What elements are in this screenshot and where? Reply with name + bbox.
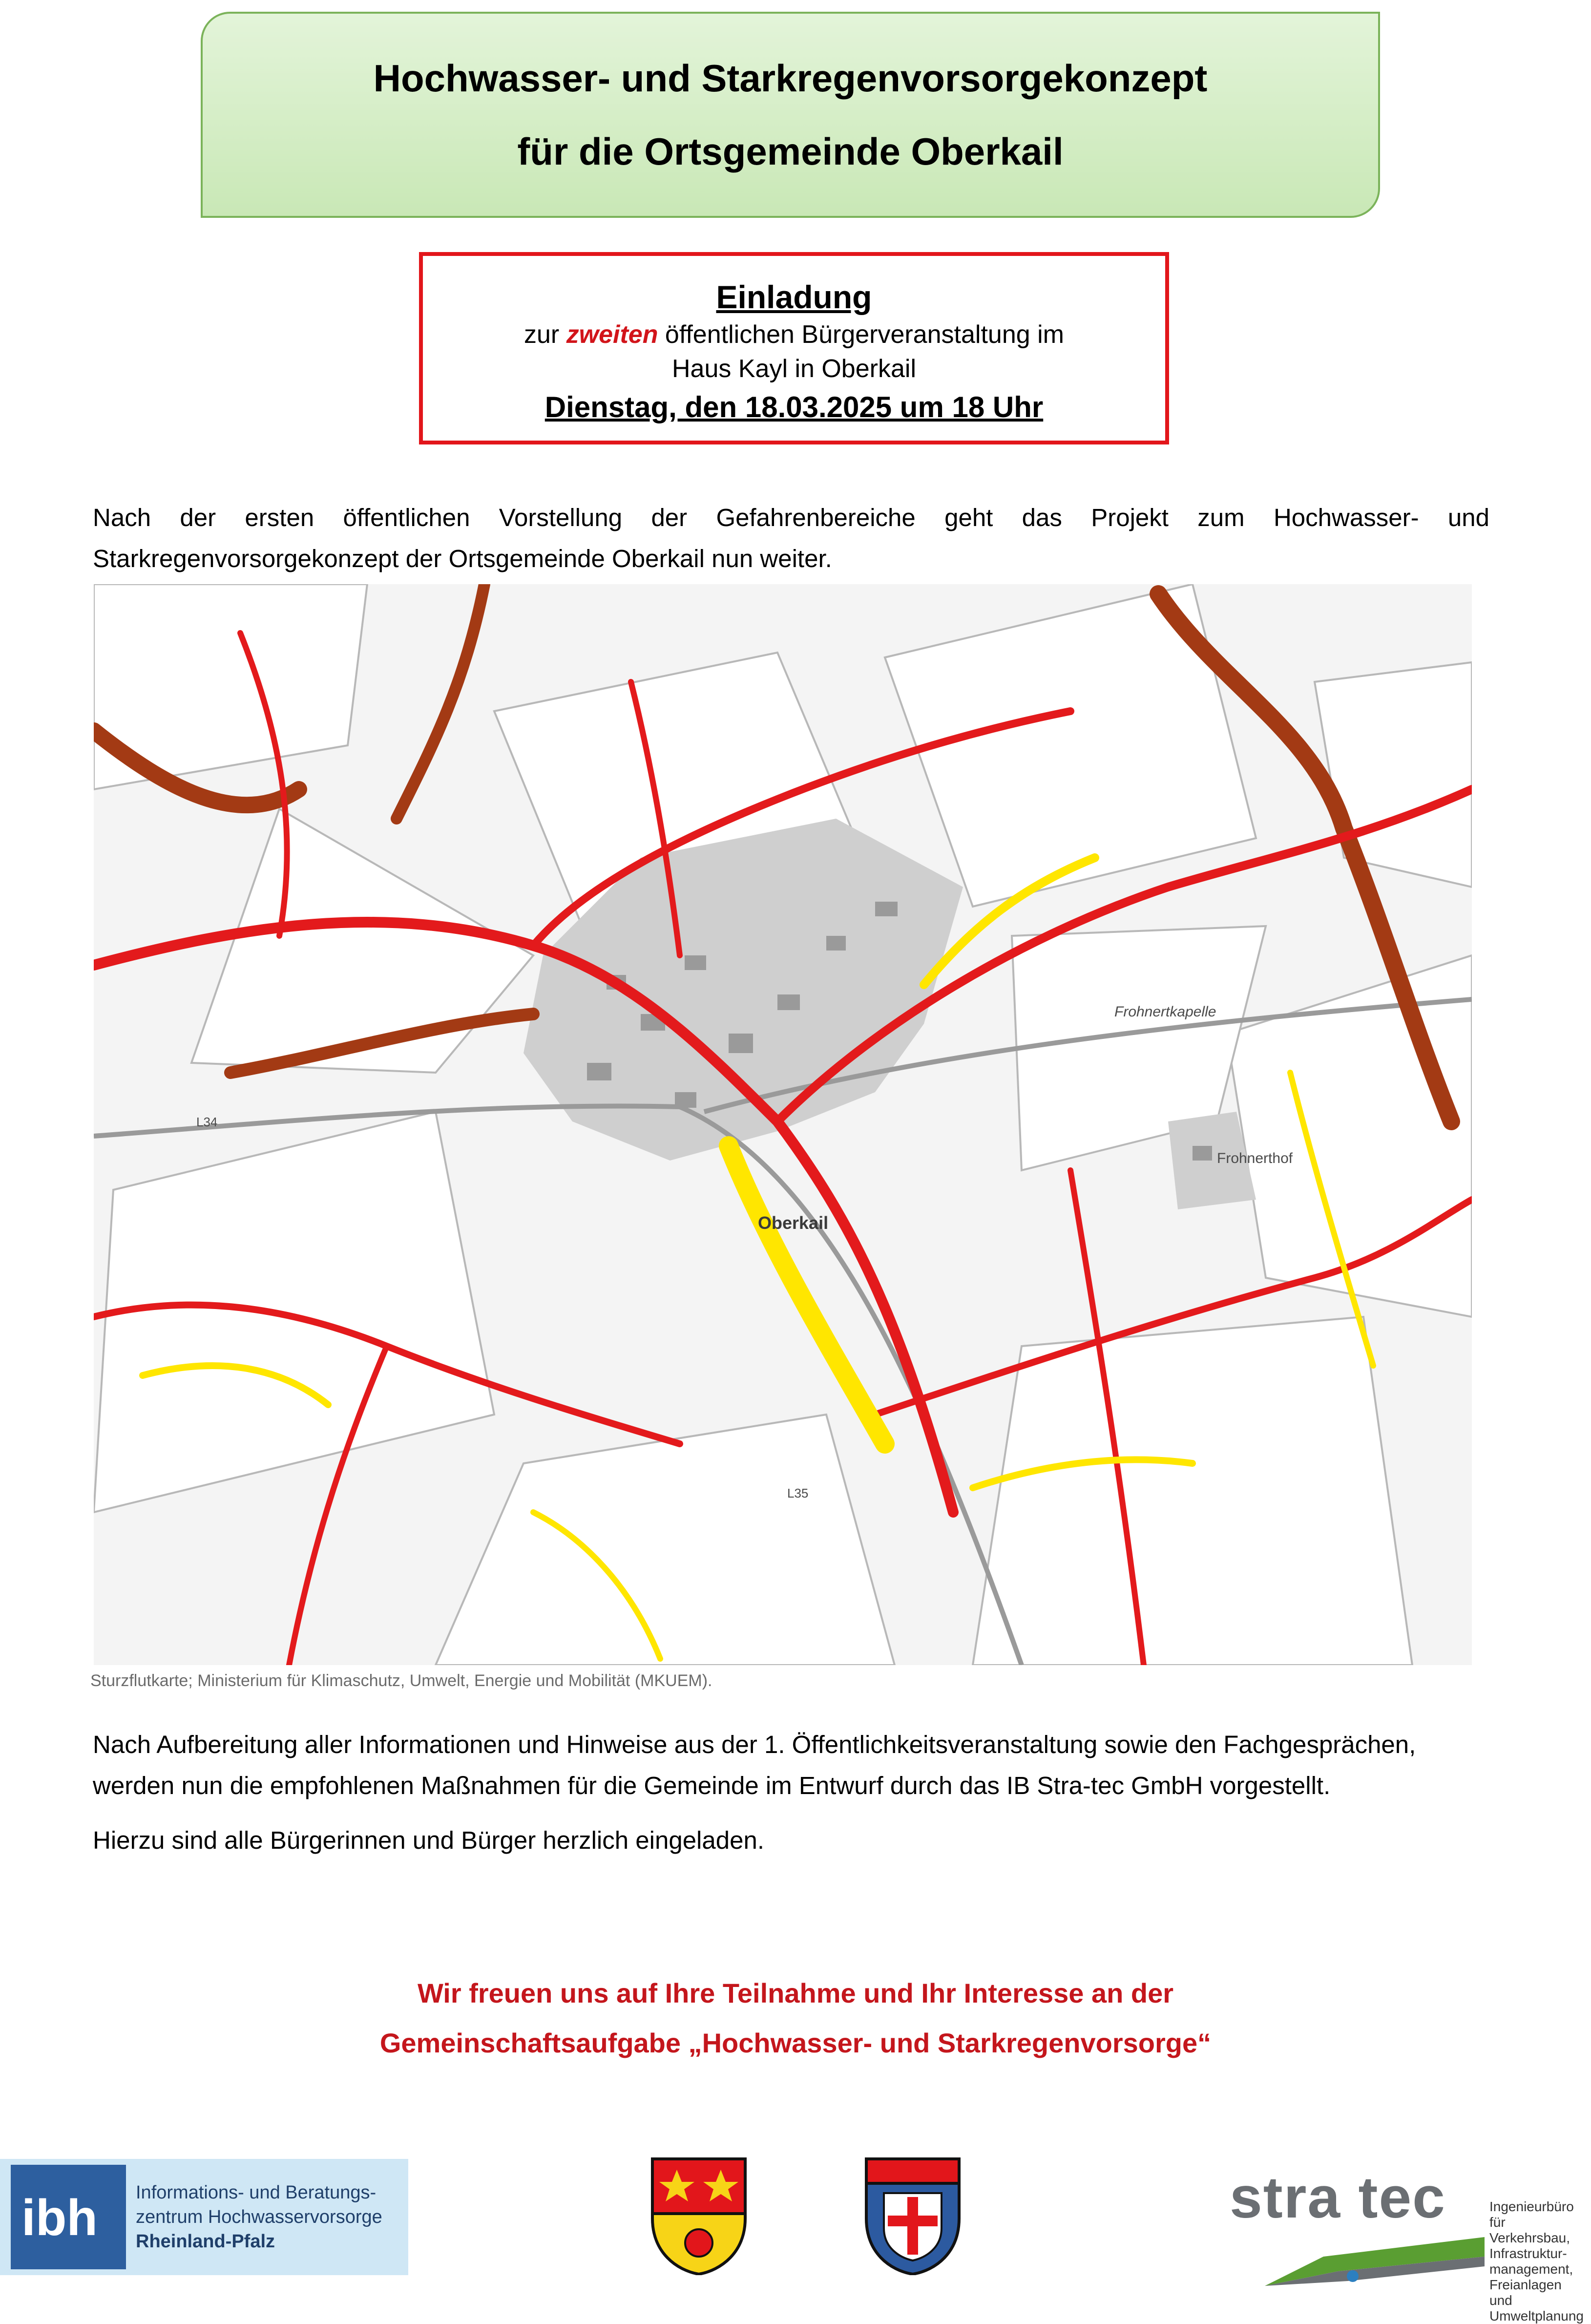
stratec-sub-2: für Verkehrsbau, Infrastruktur- [1489,2215,1570,2261]
stratec-subtitle [1489,2199,1587,2324]
stratec-sub-4: Umweltplanung [1489,2308,1584,2324]
ibh-logo [0,2159,408,2275]
title-line-2: für die Ortsgemeinde Oberkail [517,130,1064,173]
invitation-line-2: Haus Kayl in Oberkail [672,355,916,383]
ibh-line-1: Informations- und Beratungs- [136,2182,377,2203]
map-label-oberkail: Oberkail [758,1213,829,1233]
ibh-mark-text: ibh [21,2190,98,2246]
stratec-sub-1: Ingenieurbüro [1489,2199,1574,2214]
stratec-swoosh-icon [1265,2227,1485,2291]
map-label-frohnerthof: Frohnerthof [1217,1150,1293,1166]
coat-of-arms-verbandsgemeinde-icon [862,2155,963,2275]
closing-line-1: Wir freuen uns auf Ihre Teilnahme und Ihr Interesse an der [417,1978,1174,2008]
map-label-l35: L35 [787,1486,809,1500]
ibh-mark [11,2165,126,2269]
invitation-box [419,252,1169,444]
map-label-frohnertkapelle: Frohnertkapelle [1114,1004,1216,1020]
ibh-line-3: Rheinland-Pfalz [136,2231,275,2252]
stratec-sub-3: management, Freianlagen und [1489,2261,1573,2308]
invitation-emphasis: zweiten [566,320,658,349]
body-paragraph-1: Nach Aufbereitung aller Informationen und Hinweise aus der 1. Öffentlichkeitsveranstaltung sowie den Fachgesprächen, werden nun die empfohlenen Maßnahmen für die Gemeinde im Entwurf durch das IB Stra-tec GmbH vorgestellt. [93,1731,1416,1799]
closing-line-2: Gemeinschaftsaufgabe „Hochwasser- und Starkregenvorsorge“ [379,2028,1212,2058]
title-line-1: Hochwasser- und Starkregenvorsorgekonzept [373,57,1208,100]
ibh-text [136,2180,382,2254]
stratec-wordmark: stra tec [1230,2165,1446,2230]
stratec-logo [1226,2154,1587,2324]
flood-map [94,584,1472,1665]
closing-text [0,1968,1591,2068]
body-paragraph-2: Hierzu sind alle Bürgerinnen und Bürger herzlich eingeladen. [93,1826,765,1854]
map-label-l34: L34 [196,1115,218,1129]
invitation-line-1 [423,317,1165,352]
intro-paragraph: Nach der ersten öffentlichen Vorstellung der Gefahrenbereiche geht das Projekt zum Hochwasser- und Starkregenvorsorgekonzept der Ortsgemeinde Oberkail nun weiter. [93,504,1489,572]
invitation-suffix: öffentlichen Bürgerveranstaltung im [658,320,1065,349]
coat-of-arms-oberkail-icon [648,2155,750,2275]
map-caption: Sturzflutkarte; Ministerium für Klimaschutz, Umwelt, Energie und Mobilität (MKUEM). [90,1671,712,1690]
title-box [201,12,1380,218]
invitation-date: Dienstag, den 18.03.2025 um 18 Uhr [544,391,1044,423]
invitation-heading: Einladung [716,279,872,315]
invitation-prefix: zur [523,320,566,349]
ibh-line-2: zentrum Hochwasservorsorge [136,2207,382,2227]
